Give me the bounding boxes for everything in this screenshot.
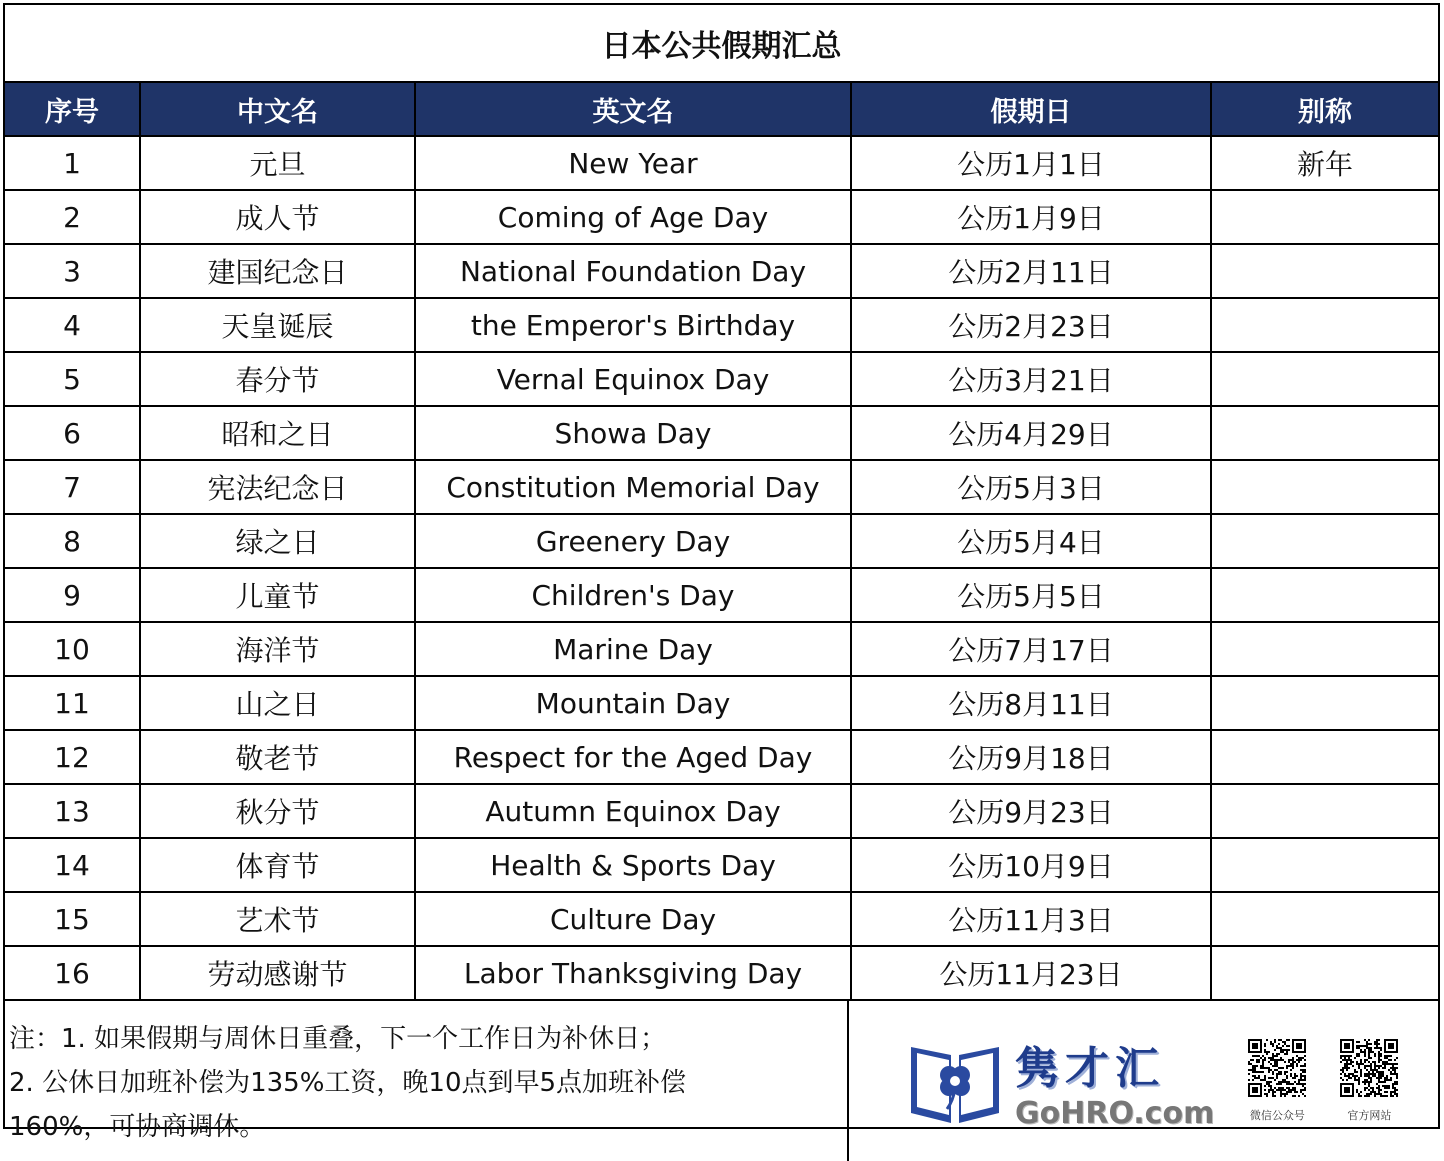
note-line: 2. 公休日加班补偿为135%工资，晚10点到早5点加班补偿: [9, 1068, 687, 1098]
cell-number: 9: [5, 568, 140, 622]
qr-caption: 微信公众号: [1249, 1109, 1305, 1122]
cell-number: 12: [5, 730, 140, 784]
note-line: 160%，可协商调休。: [9, 1112, 266, 1142]
cell-chinese-name: 成人节: [140, 190, 415, 244]
cell-chinese-name: 元旦: [140, 136, 415, 190]
table-row: [5, 838, 1438, 892]
table-row: [5, 784, 1438, 838]
table-row: [5, 406, 1438, 460]
cell-chinese-name: 绿之日: [140, 514, 415, 568]
cell-number: 16: [5, 946, 140, 1000]
cell-english-name: National Foundation Day: [415, 244, 851, 298]
cell-number: 8: [5, 514, 140, 568]
cell-english-name: Marine Day: [415, 622, 851, 676]
cell-holiday-date: 公历8月11日: [851, 676, 1211, 730]
cell-holiday-date: 公历11月3日: [851, 892, 1211, 946]
table-header-row: [5, 83, 1438, 136]
cell-alias: 新年: [1211, 136, 1438, 190]
cell-holiday-date: 公历10月9日: [851, 838, 1211, 892]
cell-alias: [1211, 514, 1438, 568]
cell-number: 6: [5, 406, 140, 460]
brand-block: [849, 1001, 1438, 1161]
cell-alias: [1211, 622, 1438, 676]
table-row: [5, 298, 1438, 352]
cell-alias: [1211, 298, 1438, 352]
footer: [5, 1001, 1438, 1161]
cell-holiday-date: 公历7月17日: [851, 622, 1211, 676]
column-header-number: 序号: [5, 83, 140, 136]
cell-number: 5: [5, 352, 140, 406]
cell-holiday-date: 公历4月29日: [851, 406, 1211, 460]
table-row: [5, 514, 1438, 568]
cell-english-name: Greenery Day: [415, 514, 851, 568]
cell-english-name: Vernal Equinox Day: [415, 352, 851, 406]
cell-alias: [1211, 946, 1438, 1000]
cell-english-name: Showa Day: [415, 406, 851, 460]
cell-chinese-name: 宪法纪念日: [140, 460, 415, 514]
cell-alias: [1211, 568, 1438, 622]
cell-chinese-name: 山之日: [140, 676, 415, 730]
table-row: [5, 892, 1438, 946]
table-row: [5, 676, 1438, 730]
cell-alias: [1211, 406, 1438, 460]
cell-english-name: Health & Sports Day: [415, 838, 851, 892]
cell-chinese-name: 体育节: [140, 838, 415, 892]
cell-holiday-date: 公历2月11日: [851, 244, 1211, 298]
notes: [5, 1001, 849, 1161]
cell-holiday-date: 公历3月21日: [851, 352, 1211, 406]
cell-number: 2: [5, 190, 140, 244]
cell-holiday-date: 公历2月23日: [851, 298, 1211, 352]
cell-chinese-name: 艺术节: [140, 892, 415, 946]
cell-number: 7: [5, 460, 140, 514]
cell-alias: [1211, 676, 1438, 730]
cell-number: 3: [5, 244, 140, 298]
cell-chinese-name: 建国纪念日: [140, 244, 415, 298]
column-header-holiday-date: 假期日: [851, 83, 1211, 136]
column-header-english-name: 英文名: [415, 83, 851, 136]
cell-english-name: Children's Day: [415, 568, 851, 622]
cell-chinese-name: 敬老节: [140, 730, 415, 784]
cell-number: 4: [5, 298, 140, 352]
cell-alias: [1211, 892, 1438, 946]
cell-holiday-date: 公历11月23日: [851, 946, 1211, 1000]
holiday-table: [5, 83, 1438, 1001]
qr-wechat: [1248, 1039, 1306, 1123]
cell-chinese-name: 昭和之日: [140, 406, 415, 460]
brand-name-cn: 隽才汇: [1015, 1042, 1165, 1094]
cell-number: 15: [5, 892, 140, 946]
holiday-sheet: [3, 3, 1440, 1142]
cell-number: 14: [5, 838, 140, 892]
cell-english-name: New Year: [415, 136, 851, 190]
cell-chinese-name: 劳动感谢节: [140, 946, 415, 1000]
table-row: [5, 136, 1438, 190]
cell-chinese-name: 天皇诞辰: [140, 298, 415, 352]
table-row: [5, 460, 1438, 514]
cell-chinese-name: 秋分节: [140, 784, 415, 838]
qr-code-icon: [1340, 1039, 1398, 1097]
cell-alias: [1211, 244, 1438, 298]
column-header-chinese-name: 中文名: [140, 83, 415, 136]
column-header-alias: 别称: [1211, 83, 1438, 136]
cell-english-name: Autumn Equinox Day: [415, 784, 851, 838]
qr-caption: 官方网站: [1347, 1109, 1392, 1122]
cell-english-name: Labor Thanksgiving Day: [415, 946, 851, 1000]
cell-alias: [1211, 460, 1438, 514]
table-row: [5, 244, 1438, 298]
brand-logo: [905, 1032, 1214, 1131]
cell-holiday-date: 公历5月3日: [851, 460, 1211, 514]
cell-number: 11: [5, 676, 140, 730]
table-row: [5, 730, 1438, 784]
cell-english-name: Respect for the Aged Day: [415, 730, 851, 784]
table-row: [5, 568, 1438, 622]
cell-english-name: Mountain Day: [415, 676, 851, 730]
cell-number: 10: [5, 622, 140, 676]
cell-alias: [1211, 352, 1438, 406]
book-clover-icon: [905, 1035, 1005, 1127]
table-row: [5, 352, 1438, 406]
cell-holiday-date: 公历9月18日: [851, 730, 1211, 784]
table-row: [5, 946, 1438, 1000]
cell-english-name: the Emperor's Birthday: [415, 298, 851, 352]
cell-chinese-name: 儿童节: [140, 568, 415, 622]
cell-english-name: Culture Day: [415, 892, 851, 946]
cell-chinese-name: 海洋节: [140, 622, 415, 676]
cell-number: 1: [5, 136, 140, 190]
cell-holiday-date: 公历1月9日: [851, 190, 1211, 244]
table-row: [5, 190, 1438, 244]
cell-holiday-date: 公历9月23日: [851, 784, 1211, 838]
cell-chinese-name: 春分节: [140, 352, 415, 406]
cell-number: 13: [5, 784, 140, 838]
table-row: [5, 622, 1438, 676]
cell-holiday-date: 公历5月4日: [851, 514, 1211, 568]
cell-alias: [1211, 784, 1438, 838]
table-body: [5, 136, 1438, 1000]
cell-english-name: Coming of Age Day: [415, 190, 851, 244]
sheet-title: 日本公共假期汇总: [5, 5, 1438, 83]
cell-alias: [1211, 190, 1438, 244]
qr-website: [1340, 1039, 1398, 1123]
cell-english-name: Constitution Memorial Day: [415, 460, 851, 514]
cell-alias: [1211, 838, 1438, 892]
cell-alias: [1211, 730, 1438, 784]
note-line: 注：1. 如果假期与周休日重叠，下一个工作日为补休日；: [9, 1024, 667, 1054]
cell-holiday-date: 公历1月1日: [851, 136, 1211, 190]
qr-code-icon: [1248, 1039, 1306, 1097]
cell-holiday-date: 公历5月5日: [851, 568, 1211, 622]
brand-name-en: GoHRO.com: [1015, 1095, 1215, 1131]
